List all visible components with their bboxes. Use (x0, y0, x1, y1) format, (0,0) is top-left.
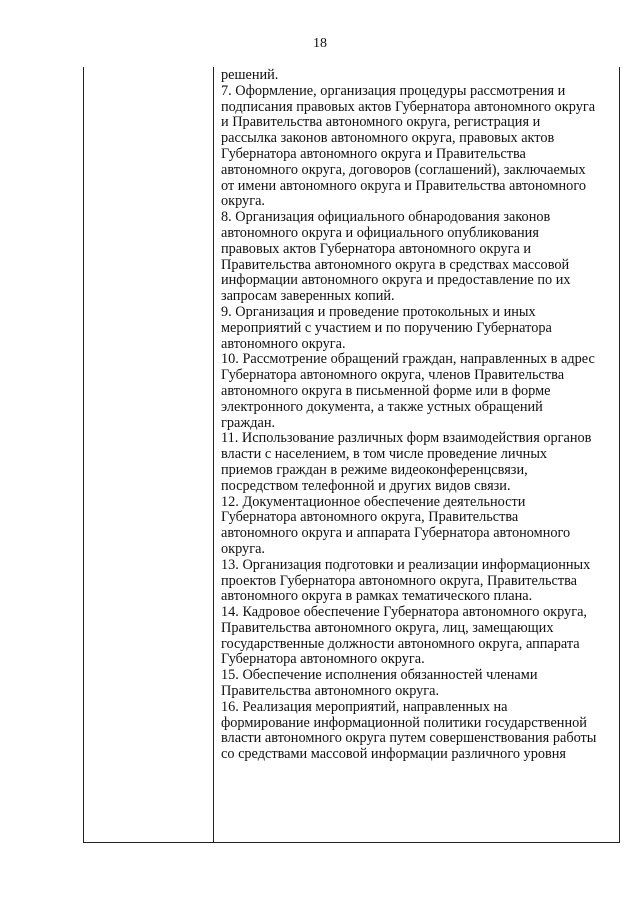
text-line: автономного округа и аппарата Губернатора автономного (221, 525, 571, 542)
paragraph (221, 352, 613, 431)
text-line: и Правительства автономного округа, регистрация и (221, 114, 541, 131)
text-line: запросам заверенных копий. (221, 288, 395, 305)
text-line: власти с населением, в том числе проведение личных (221, 446, 548, 463)
text-line: автономного округа и официального опубликования (221, 224, 539, 241)
text-line: 12. Документационное обеспечение деятельности (221, 493, 526, 510)
text-line: Губернатора автономного округа, членов Правительства (221, 367, 565, 384)
paragraph (221, 495, 613, 558)
text-line: 13. Организация подготовки и реализации информационных (221, 556, 591, 573)
text-line: решений. (221, 67, 279, 83)
paragraph (221, 210, 613, 305)
text-line: Губернатора автономного округа. (221, 651, 425, 668)
text-line: 16. Реализация мероприятий, направленных на (221, 698, 508, 715)
text-line: правовых актов Губернатора автономного округа и (221, 240, 532, 257)
text-line: автономного округа в рамках тематического плана. (221, 588, 533, 605)
text-line: 8. Организация официального обнародования законов (221, 209, 551, 226)
paragraph (221, 605, 613, 668)
text-line: со средствами массовой информации различного уровня (221, 746, 566, 763)
text-line: 10. Рассмотрение обращений граждан, направленных в адрес (221, 351, 595, 368)
paragraph (221, 558, 613, 605)
text-line: 14. Кадровое обеспечение Губернатора автономного округа, (221, 604, 587, 621)
text-line: приемов граждан в режиме видеоконференцсвязи, (221, 461, 528, 478)
text-line: округа. (221, 193, 265, 210)
paragraph (221, 68, 613, 84)
text-line: формирование информационной политики государственной (221, 714, 587, 731)
text-line: Правительства автономного округа. (221, 683, 440, 700)
text-line: Губернатора автономного округа, Правительства (221, 509, 519, 526)
text-line: округа. (221, 540, 265, 557)
column-divider (213, 67, 214, 842)
text-line: посредством телефонной и других видов связи. (221, 477, 511, 494)
text-line: мероприятий с участием и по поручению Губернатора (221, 319, 552, 336)
text-line: 9. Организация и проведение протокольных и иных (221, 303, 536, 320)
text-line: Губернатора автономного округа и Правительства (221, 145, 526, 162)
document-table (83, 67, 620, 843)
text-line: 15. Обеспечение исполнения обязанностей членами (221, 667, 538, 684)
paragraph (221, 84, 613, 210)
text-line: проектов Губернатора автономного округа, Правительства (221, 572, 578, 589)
table-content-cell (221, 68, 613, 763)
text-line: Правительства автономного округа, лиц, замещающих (221, 619, 554, 636)
paragraph (221, 668, 613, 700)
text-line: граждан. (221, 414, 276, 431)
text-line: автономного округа. (221, 335, 346, 352)
paragraph (221, 431, 613, 494)
text-line: 11. Использование различных форм взаимодействия органов (221, 430, 592, 447)
text-line: рассылка законов автономного округа, правовых актов (221, 130, 555, 147)
text-line: автономного округа в письменной форме или в форме (221, 382, 551, 399)
text-line: информации автономного округа и предоставление по их (221, 272, 571, 289)
text-line: власти автономного округа путем совершенствования работы (221, 730, 597, 747)
text-line: автономного округа, договоров (соглашений), заключаемых (221, 161, 586, 178)
text-line: 7. Оформление, организация процедуры рассмотрения и (221, 82, 566, 99)
text-line: Правительства автономного округа в средствах массовой (221, 256, 570, 273)
paragraph (221, 700, 613, 763)
page-number: 18 (313, 36, 327, 51)
text-line: государственные должности автономного округа, аппарата (221, 635, 580, 652)
text-line: электронного документа, а также устных обращений (221, 398, 543, 415)
text-line: подписания правовых актов Губернатора автономного округа (221, 98, 596, 115)
paragraph (221, 305, 613, 352)
text-line: от имени автономного округа и Правительства автономного (221, 177, 586, 194)
